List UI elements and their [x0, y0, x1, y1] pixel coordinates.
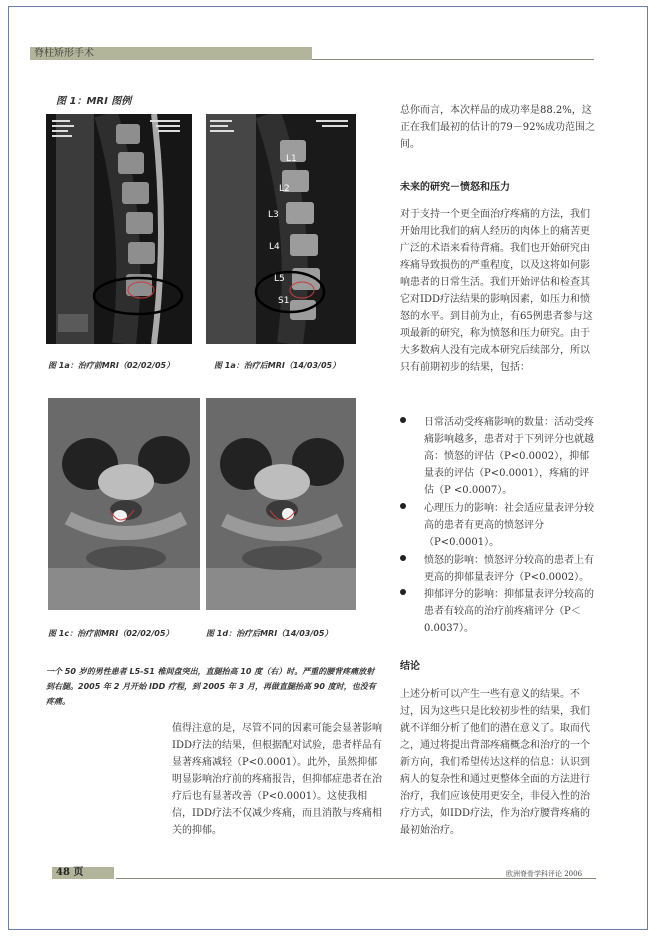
section-heading-future-research: 未来的研究－愤怒和压力 [400, 182, 510, 193]
bullet-dot-icon [400, 589, 406, 595]
bullet-text: 愤怒的影响：愤怒评分较高的患者上有更高的抑郁量表评分（P<0.0002）。 [424, 555, 594, 583]
caption-1d-post: 图 1d：治疗后MRI（14/03/05） [206, 629, 333, 638]
left-body-paragraph: 值得注意的是，尽管不同的因素可能会显著影响IDD疗法的结果，但根据配对试验，患者样品有显著疼痛减轻（P<0.0001）。此外，虽然抑郁明显影响治疗前的疼痛报告，但抑郁症患者在治疗后也有显著改善（P<0.0001）。这使我相信，IDD疗法不仅减少疼痛，而且消散与疼痛相关的抑郁。 [172, 723, 382, 836]
bullet-dot-icon [400, 417, 406, 423]
right-intro-paragraph: 总你而言，本次样品的成功率是88.2%，这正在我们最初的估计的79－92%成功范围之间。 [400, 105, 595, 150]
section-heading-conclusion: 结论 [400, 661, 420, 672]
vertebra-label-l3: L3 [268, 210, 279, 220]
bullet-dot-icon [400, 555, 406, 561]
header-rule [312, 59, 594, 60]
bullet-text: 日常活动受疼痛影响的数量：活动受疼痛影响越多，患者对于下列评分也就越高：愤怒的评估（P<0.0002），抑郁量表的评估（P<0.0001），疼痛的评估（P <0.0007）。 [424, 417, 594, 496]
mri-sagittal-post [206, 114, 356, 344]
vertebra-label-l2: L2 [279, 184, 290, 194]
caption-1a-post: 图 1a：治疗后MRI（14/03/05） [214, 361, 341, 370]
mri-axial-pre [48, 398, 200, 610]
bullet-text: 心理压力的影响：社会适应量表评分较高的患者有更高的愤怒评分（P<0.0001）。 [424, 503, 594, 548]
caption-1c-pre: 图 1c：治疗前MRI（02/02/05） [48, 629, 174, 638]
page-number: 48 页 [52, 867, 114, 879]
conclusion-paragraph: 上述分析可以产生一些有意义的结果。不过，因为这些只是比较初步性的结果，我们就不详细分析了他们的潜在意义了。取而代之，通过将提出背部疼痛概念和治疗的一个新方向，我们希望传达这样的信息：认识到病人的复杂性和通过更整体全面的方法进行治疗，我们应该使用更安全，非侵入性的治疗方式，如IDD疗法，作为治疗腰背疼痛的最初始治疗。 [400, 689, 590, 836]
mri-sagittal-pre [46, 114, 192, 344]
bullet-dot-icon [400, 503, 406, 509]
figure-title: 图 1：MRI 图例 [56, 96, 132, 107]
caption-1a-pre: 图 1a：治疗前MRI（02/02/05） [48, 361, 175, 370]
header-section-title: 脊柱矫形手术 [34, 48, 94, 59]
bullet-text: 抑郁评分的影响：抑郁量表评分较高的患者有较高的治疗前疼痛评分（P＜0.0037）。 [424, 589, 594, 634]
vertebra-label-s1: S1 [278, 296, 290, 306]
journal-name: 欧洲脊骨学科评论 2006 [506, 870, 583, 878]
case-description: 一个 50 岁的男性患者 L5-S1 椎间盘突出，直腿抬高 10 度（右）时。严重的腰背疼痛放射到右腿。2005 年 2 月开始 IDD 疗程，到 2005 年 3 月，再做直腿抬高 90 度时，也没有疼痛。 [46, 667, 376, 706]
vertebra-label-l1: L1 [286, 154, 297, 164]
future-research-paragraph: 对于支持一个更全面治疗疼痛的方法，我们开始用比我们的病人经历的肉体上的痛苦更广泛的术语来看待背痛。我们也开始研究由疼痛导致损伤的严重程度，以及这将如何影响患者的日常生活。我们开始评估和检查其它对IDD疗法结果的影响因素，如压力和愤怒的水平。到目前为止，有65例患者参与这项最新的研究，称为愤怒和压力研究。由于大多数病人没有完成本研究后续部分，所以只有前期初步的结果，包括： [400, 209, 593, 373]
vertebra-label-l5: L5 [274, 274, 285, 284]
vertebra-label-l4: L4 [269, 242, 280, 252]
mri-axial-post [206, 398, 356, 610]
